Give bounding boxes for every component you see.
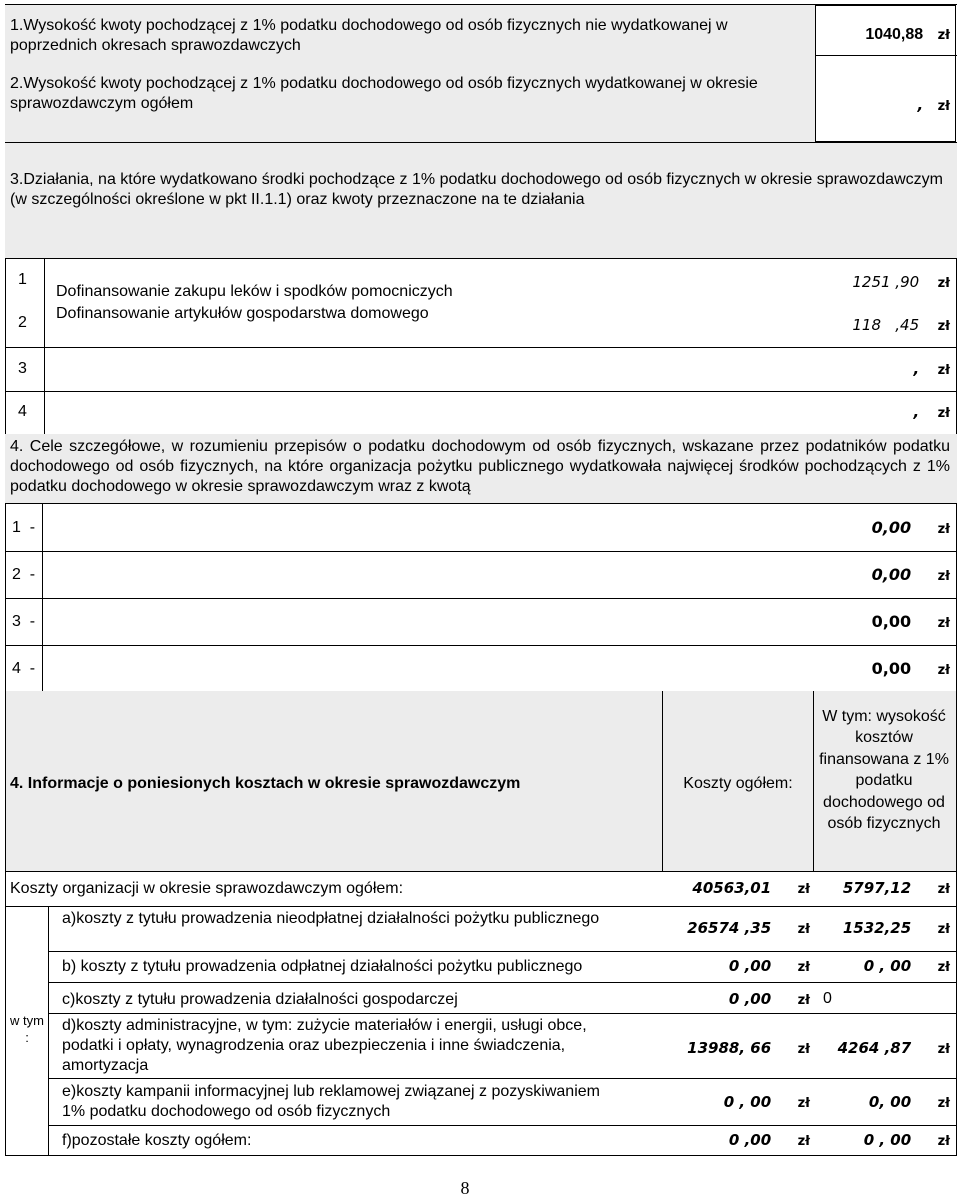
s4-row2-value: 0,00 [871, 565, 912, 584]
s3-row3-value: , [913, 360, 920, 378]
costs-row-f-pct: 0 , 00 [863, 1131, 912, 1149]
s4-row4-value: 0,00 [871, 659, 912, 678]
s3-row4-value: , [913, 403, 920, 421]
costs-row-c-total-cell [660, 990, 810, 1009]
s4-row1-value-cell [780, 518, 950, 538]
costs-row-f-total-cell [660, 1131, 810, 1150]
s3-row3-currency: zł [937, 363, 950, 378]
costs-row-f-label: f)pozostałe koszty ogółem: [62, 1132, 252, 1149]
costs-row-b-label: b) koszty z tytułu prowadzenia odpłatnej działalności pożytku publicznego [62, 958, 583, 975]
s3-row1-num: 1 [18, 271, 27, 288]
s4-row4-currency: zł [937, 663, 950, 678]
costs-total-1pct-cell [810, 879, 950, 898]
costs-row-d-total-currency: zł [797, 1042, 810, 1057]
s3-row1-currency: zł [937, 276, 950, 291]
s4-row3-currency: zł [937, 616, 950, 631]
costs-row-f-pct-cell [810, 1131, 950, 1150]
costs-row-b-pct-currency: zł [937, 960, 950, 975]
s4-row3-label: 3 - [12, 613, 36, 630]
costs-row-a-total-currency: zł [797, 922, 810, 937]
s3-row2-text: Dofinansowanie artykułów gospodarstwa domowego [56, 305, 429, 322]
s4-row3-value-cell [780, 612, 950, 632]
costs-row-d-total: 13988, 66 [687, 1039, 772, 1057]
costs-row-a-total-cell [660, 919, 810, 938]
item1-currency: zł [937, 28, 950, 43]
costs-row-d-pct: 4264 ,87 [837, 1039, 912, 1057]
s4-row2-value-cell [780, 565, 950, 585]
costs-title: 4. Informacje o poniesionych kosztach w okresie sprawozdawczym [10, 775, 521, 792]
costs-total-1pct: 5797,12 [842, 879, 912, 897]
costs-w-tym: w tym : [10, 1013, 44, 1045]
s3-row4-value-cell [780, 403, 950, 422]
costs-row-b-total-currency: zł [797, 960, 810, 975]
s4-row1-value: 0,00 [871, 518, 912, 537]
costs-row-d-label: d)koszty administracyjne, w tym: zużycie materiałów i energii, usługi obce, podatki i opłaty, wynagrodzenia oraz ubezpieczenia i inne świadczenia, amortyzacja [62, 1017, 587, 1074]
costs-row-e-pct: 0, 00 [868, 1093, 912, 1111]
costs-row-d-total-cell [660, 1039, 810, 1058]
costs-row-d-pct-currency: zł [937, 1042, 950, 1057]
s3-row3-value-cell [780, 360, 950, 379]
section4-title: 4. Cele szczegółowe, w rozumieniu przepisów o podatku dochodowym od osób fizycznych, wskazane przez podatników podatku dochodowego od osób fizycznych, na które organizacja pożytku publicznego wydatkowała najwięcej środków pochodzących z 1% podatku dochodowego w okresie sprawozdawczym wraz z kwotą [10, 438, 950, 495]
s3-row1-value-cell [780, 273, 950, 292]
costs-col-1pct: W tym: wysokość kosztów finansowana z 1% podatku dochodowego od osób fizycznych [819, 708, 949, 833]
costs-row-d-pct-cell [810, 1039, 950, 1058]
costs-row-a-pct-currency: zł [937, 922, 950, 937]
s4-row1-label: 1 - [12, 519, 36, 536]
page-number: 8 [460, 1178, 470, 1198]
item1-value: 1040,88 [865, 26, 924, 43]
costs-row-b-pct-cell [810, 957, 950, 976]
costs-total-label: Koszty organizacji w okresie sprawozdawczym ogółem: [10, 880, 404, 897]
costs-total-currency: zł [797, 882, 810, 897]
s4-row4-value-cell [780, 659, 950, 679]
s4-row2-currency: zł [937, 569, 950, 584]
costs-row-b-total-cell [660, 957, 810, 976]
costs-row-e-total-cell [660, 1093, 810, 1112]
s3-row4-num: 4 [18, 403, 27, 420]
item1-text: 1.Wysokość kwoty pochodzącej z 1% podatku dochodowego od osób fizycznych nie wydatkowanej w poprzednich okresach sprawozdawczych [10, 17, 728, 54]
section3-title: 3.Działania, na które wydatkowano środki pochodzące z 1% podatku dochodowego od osób fizycznych w okresie sprawozdawczym (w szczególności określone w pkt II.1.1) oraz kwoty przeznaczone na te działania [10, 171, 943, 208]
costs-row-e-total-currency: zł [797, 1096, 810, 1111]
s4-row3-value: 0,00 [871, 612, 912, 631]
costs-row-b-total: 0 ,00 [728, 957, 772, 975]
costs-row-a-label: a)koszty z tytułu prowadzenia nieodpłatnej działalności pożytku publicznego [62, 910, 600, 927]
costs-row-a-pct: 1532,25 [842, 919, 912, 937]
s4-row2-label: 2 - [12, 566, 36, 583]
costs-row-f-total-currency: zł [797, 1134, 810, 1149]
s3-row2-num: 2 [18, 314, 27, 331]
s3-row2-currency: zł [937, 319, 950, 334]
costs-total-value-cell [660, 879, 810, 898]
s4-row1-currency: zł [937, 522, 950, 537]
costs-total-1pct-currency: zł [937, 882, 950, 897]
s3-row1-text: Dofinansowanie zakupu leków i spodków pomocniczych [56, 283, 453, 300]
costs-col-total: Koszty ogółem: [683, 775, 793, 792]
costs-row-e-pct-cell [810, 1093, 950, 1112]
costs-row-c-total: 0 ,00 [728, 990, 772, 1008]
costs-row-e-label: e)koszty kampanii informacyjnej lub reklamowej związanej z pozyskiwaniem 1% podatku dochodowego od osób fizycznych [62, 1083, 600, 1120]
costs-row-c-total-currency: zł [797, 993, 810, 1008]
item2-value: , [917, 96, 924, 114]
s3-row2-value-cell [780, 316, 950, 335]
costs-row-f-total: 0 ,00 [728, 1131, 772, 1149]
costs-row-c-label: c)koszty z tytułu prowadzenia działalności gospodarczej [62, 991, 458, 1008]
costs-row-f-pct-currency: zł [937, 1134, 950, 1149]
costs-row-a-total: 26574 ,35 [687, 919, 772, 937]
costs-row-a-pct-cell [810, 919, 950, 938]
item2-currency: zł [937, 99, 950, 114]
item2-value-cell [820, 96, 950, 115]
costs-total-value: 40563,01 [692, 879, 772, 897]
costs-row-b-pct: 0 , 00 [863, 957, 912, 975]
item2-text: 2.Wysokość kwoty pochodzącej z 1% podatku dochodowego od osób fizycznych wydatkowanej w okresie sprawozdawczym ogółem [10, 75, 758, 112]
s3-row4-currency: zł [937, 406, 950, 421]
costs-row-e-pct-currency: zł [937, 1096, 950, 1111]
s3-row3-num: 3 [18, 360, 27, 377]
costs-row-c-pct: 0 [823, 990, 832, 1007]
s4-row4-label: 4 - [12, 660, 36, 677]
s3-row2-value: 118 ,45 [852, 316, 920, 334]
costs-row-e-total: 0 , 00 [723, 1093, 772, 1111]
s3-row1-value: 1251 ,90 [852, 273, 920, 291]
item1-value-cell [820, 26, 950, 44]
